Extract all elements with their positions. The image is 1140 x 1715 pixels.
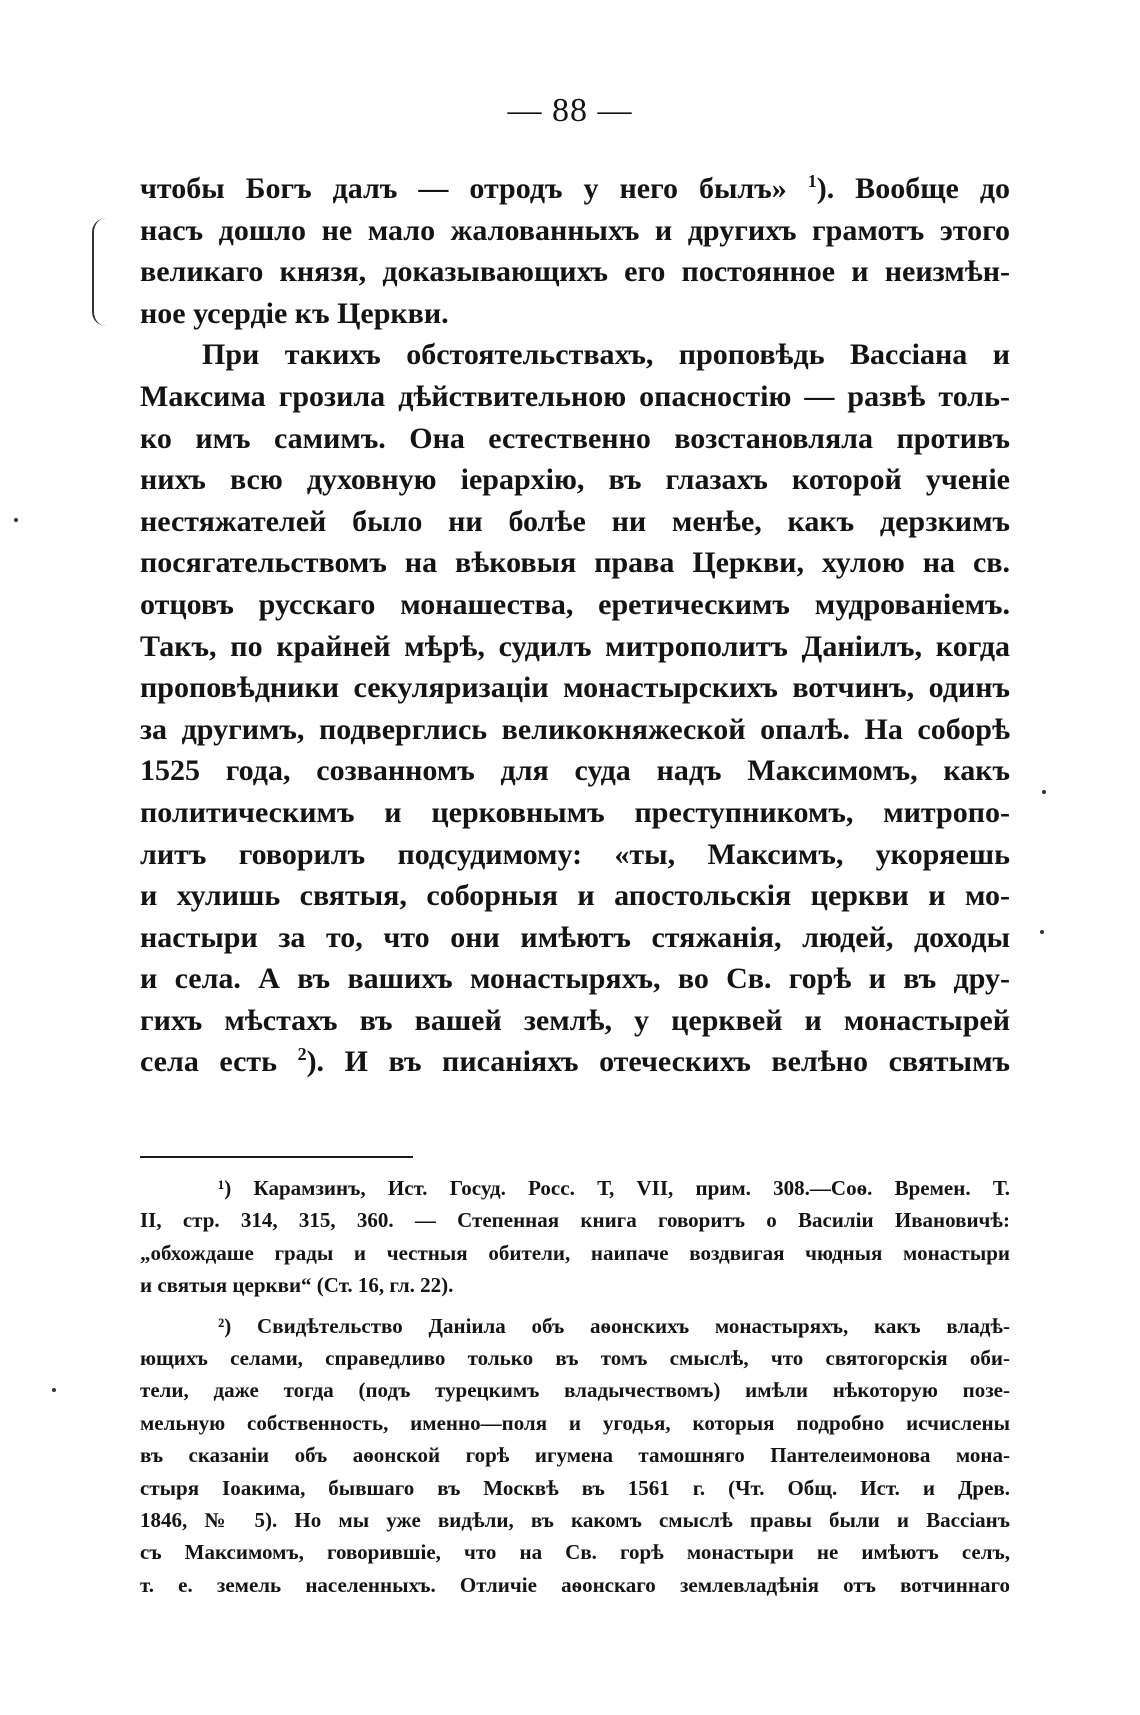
footnote-line: т. е. земель населенныхъ. Отличіе аѳонскаго землевладѣнія отъ вотчиннаго (140, 1572, 1010, 1597)
footnote-line: 1846, № 5). Но мы уже видѣли, въ какомъ смыслѣ правы были и Вассіанъ (140, 1507, 1010, 1532)
text-line: Такъ, по крайней мѣрѣ, судилъ митрополитъ Даніилъ, когда (140, 629, 1010, 663)
footnote-line: мельную собственность, именно—поля и угодья, которыя подробно исчислены (140, 1410, 1010, 1435)
text-line: политическимъ и церковнымъ преступникомъ, митропо- (140, 795, 1010, 829)
text-line (140, 168, 1010, 210)
text-line: нихъ всю духовную іерархію, въ глазахъ которой ученіе (140, 463, 1010, 497)
margin-speck (52, 1388, 56, 1392)
footnote-line: ²) Свидѣтельство Даніила объ аѳонскихъ монастыряхъ, какъ владѣ- (218, 1313, 1010, 1338)
text-line: ное усердіе къ Церкви. (140, 296, 449, 330)
text-line: и села. А въ вашихъ монастыряхъ, во Св. горѣ и въ дру- (140, 962, 1010, 996)
text-line-part: ). Вообще до (816, 172, 1010, 205)
page-number: — 88 — (507, 92, 633, 129)
footnote-line: тели, даже тогда (подъ турецкимъ владычествомъ) имѣли нѣкоторую позе- (140, 1378, 1010, 1403)
text-line: нестяжателей было ни болѣе ни менѣе, какъ дерзкимъ (140, 504, 1010, 538)
text-line: посягательствомъ на вѣковыя права Церкви, хулою на св. (140, 546, 1010, 580)
footnote-ref-1: 1 (807, 171, 817, 191)
margin-speck (1040, 930, 1044, 934)
footnote-gap (140, 1302, 1010, 1310)
footnote-line: съ Максимомъ, говорившіе, что на Св. горѣ монастыри не имѣютъ селъ, (140, 1540, 1010, 1565)
text-line: и хулишь святыя, соборныя и апостольскія церкви и мо- (140, 879, 1010, 913)
margin-speck (14, 518, 18, 522)
text-line-part: ). (306, 1045, 325, 1079)
text-line: гихъ мѣстахъ въ вашей землѣ, у церквей и монастырей (140, 1003, 1010, 1037)
footnote-line: ющихъ селами, справедливо только въ томъ смыслѣ, что святогорскія оби- (140, 1345, 1010, 1370)
margin-speck (1042, 790, 1046, 794)
text-line: насъ дошло не мало жалованныхъ и другихъ грамотъ этого (140, 213, 1010, 247)
footnote-line: „обхождаше грады и честныя обители, наипаче воздвигая чюдныя монастыри (140, 1240, 1010, 1265)
text-line-part: села есть (140, 1045, 298, 1079)
footnote-line: въ сказаніи объ аѳонской горѣ игумена тамошняго Пантелеимонова мона- (140, 1443, 1010, 1468)
text-line: проповѣдники секуляризаціи монастырскихъ вотчинъ, одинъ (140, 671, 1010, 705)
paragraph-start-line: При такихъ обстоятельствахъ, проповѣдь Вассіана и (202, 338, 1010, 372)
text-line (140, 1041, 1010, 1083)
footnote-line: ¹) Карамзинъ, Ист. Госуд. Росс. Т, VII, прим. 308.—Соѳ. Времен. Т. (218, 1176, 1010, 1200)
text-line: великаго князя, доказывающихъ его постоянное и неизмѣн- (140, 255, 1010, 289)
footnote-line: стыря Іоакима, бывшаго въ Москвѣ въ 1561 г. (Чт. Общ. Ист. и Древ. (140, 1475, 1010, 1500)
text-line: ко имъ самимъ. Она естественно возстановляла противъ (140, 421, 1010, 455)
footnote-line: II, стр. 314, 315, 360. — Степенная книга говоритъ о Василіи Ивановичѣ: (140, 1208, 1010, 1233)
text-line-part: чтобы Богъ далъ — отродъ у него былъ» (140, 172, 808, 205)
footnote-ref-2: 2 (297, 1044, 307, 1065)
text-line: 1525 года, созванномъ для суда надъ Максимомъ, какъ (140, 754, 1010, 788)
text-line: литъ говорилъ подсудимому: «ты, Максимъ, укоряешь (140, 837, 1010, 871)
footnote-separator (140, 1156, 413, 1158)
main-text (140, 168, 1010, 1083)
footnote-line: и святыя церкви“ (Ст. 16, гл. 22). (140, 1273, 454, 1298)
text-line: за другимъ, подверглись великокняжеской опалѣ. На соборѣ (140, 712, 1010, 746)
footnotes (140, 1172, 1010, 1601)
margin-pencil-bracket (92, 218, 110, 326)
text-line: настыри за то, что они имѣютъ стяжанія, людей, доходы (140, 920, 1010, 954)
text-line: Максима грозила дѣйствительною опасностію — развѣ толь- (140, 379, 1010, 413)
text-line-part: И въ писаніяхъ отеческихъ велѣно святымъ (344, 1045, 1011, 1079)
text-line: отцовъ русскаго монашества, еретическимъ мудрованіемъ. (140, 587, 1010, 621)
